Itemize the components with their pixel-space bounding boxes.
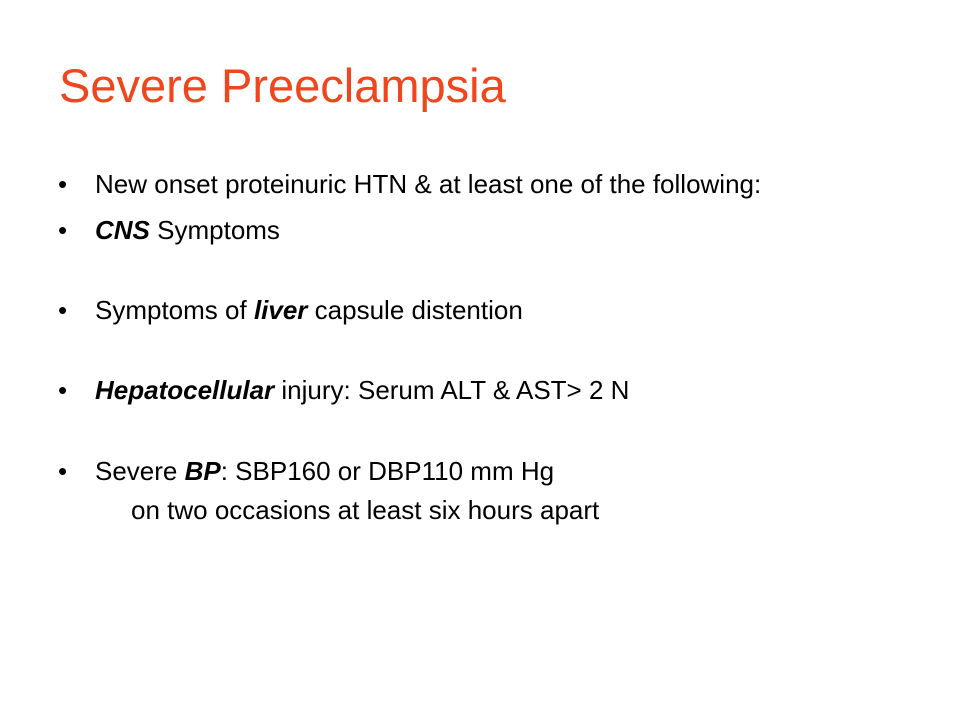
bullet-icon: • (58, 295, 68, 325)
bullet-item-hepatocellular (58, 376, 918, 404)
bullet-icon: • (58, 215, 68, 245)
bullet-emphasis: Hepatocellular (95, 375, 275, 405)
bullet-item-liver (58, 296, 918, 324)
bullet-text-pre: Severe (95, 456, 185, 486)
bullet-text-post: : SBP160 or DBP110 mm Hg (220, 456, 555, 486)
bullet-text: New onset proteinuric HTN & at least one of the following: (95, 169, 762, 199)
bullet-item-severe-bp (58, 457, 918, 524)
bullet-text-post: capsule distention (307, 295, 523, 325)
bullet-item-cns (58, 216, 918, 244)
bullet-emphasis: liver (253, 295, 308, 325)
bullet-text: Symptoms (149, 215, 280, 245)
bullet-text: injury: Serum ALT & AST> 2 N (274, 375, 630, 405)
bullet-list (58, 170, 918, 524)
bullet-emphasis: BP (184, 456, 221, 486)
bullet-continuation-line: on two occasions at least six hours apart (131, 495, 600, 525)
slide-title: Severe Preeclampsia (59, 59, 506, 112)
bullet-icon: • (58, 375, 68, 405)
bullet-item-new-onset (58, 170, 918, 198)
bullet-emphasis: CNS (95, 215, 150, 245)
bullet-text-pre: Symptoms of (95, 295, 254, 325)
bullet-icon: • (58, 169, 68, 199)
bullet-icon: • (58, 456, 68, 486)
